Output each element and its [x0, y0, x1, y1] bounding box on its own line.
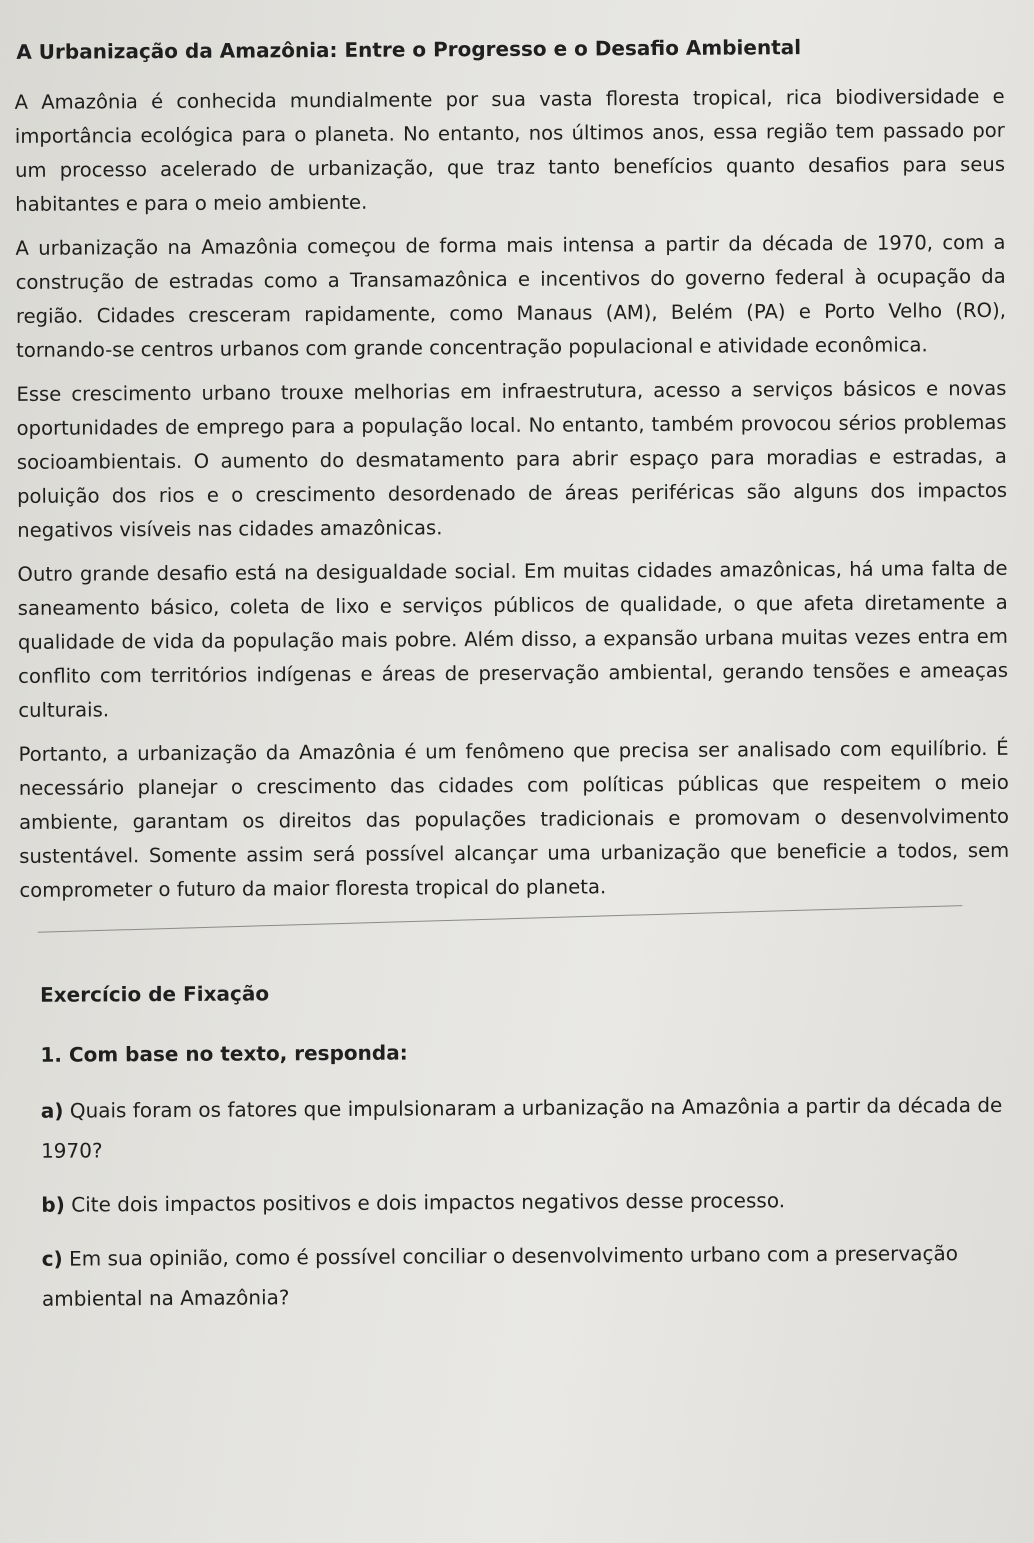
- question-b-label: b): [41, 1192, 65, 1217]
- paragraph-history: A urbanização na Amazônia começou de forma mais intensa a partir da década de 1970, com a construção de estradas como a Transamazônica e incentivos do governo federal à ocupação da região. Cidades cresceram rapidamente, como Manaus (AM), Belém (PA) e Porto Velho (RO), tornando-se centros urbanos com grande concentração populacional e atividade econômica.: [15, 230, 1006, 362]
- question-c-label: c): [41, 1246, 63, 1271]
- question-a: [41, 1085, 1011, 1171]
- question-a-label: a): [40, 1098, 64, 1123]
- paragraph-intro: A Amazônia é conhecida mundialmente por sua vasta floresta tropical, rica biodiversidade e importância ecológica para o planeta. No entanto, nos últimos anos, essa região tem passado por um processo acelerado de urbanização, que traz tanto benefícios quanto desafios para seus habitantes e para o meio ambiente.: [14, 84, 1006, 216]
- exercise-heading: Exercício de Fixação: [40, 981, 270, 1007]
- question-a-text: Quais foram os fatores que impulsionaram a urbanização na Amazônia a partir da década de 1970?: [40, 1092, 1003, 1163]
- paragraph-conclusion: Portanto, a urbanização da Amazônia é um fenômeno que precisa ser analisado com equilíbrio. É necessário planejar o crescimento das cidades com políticas públicas que respeitem o meio ambiente, garantam os direitos das populações tradicionais e promovam o desenvolvimento sustentável. Somente assim será possível alcançar uma urbanização que beneficie a todos, sem comprometer o futuro da maior floresta tropical do planeta.: [18, 736, 1010, 902]
- exercise-section: [40, 977, 1012, 1319]
- question-b-text: Cite dois impactos positivos e dois impactos negativos desse processo.: [71, 1188, 786, 1217]
- question-main: 1. Com base no texto, responda:: [40, 1040, 408, 1067]
- document-title: A Urbanização da Amazônia: Entre o Progresso e o Desafio Ambiental: [16, 35, 802, 64]
- question-c: [42, 1233, 1012, 1319]
- paragraph-impacts: Esse crescimento urbano trouxe melhorias em infraestrutura, acesso a serviços básicos e novas oportunidades de emprego para a população local. No entanto, também provocou sérios problemas socioambientais. O aumento do desmatamento para abrir espaço para moradias e estradas, a poluição dos rios e o crescimento desordenado de áreas periféricas são alguns dos impactos negativos visíveis nas cidades amazônicas.: [16, 376, 1008, 542]
- section-divider: [38, 905, 963, 933]
- question-c-text: Em sua opinião, como é possível conciliar o desenvolvimento urbano com a preservação ambiental na Amazônia?: [41, 1241, 959, 1311]
- paragraph-inequality: Outro grande desafio está na desigualdade social. Em muitas cidades amazônicas, há uma falta de saneamento básico, coleta de lixo e serviços públicos de qualidade, o que afeta diretamente a qualidade de vida da população mais pobre. Além disso, a expansão urbana muitas vezes entra em conflito com territórios indígenas e áreas de preservação ambiental, gerando tensões e ameaças culturais.: [17, 556, 1009, 722]
- question-b: [41, 1179, 1011, 1225]
